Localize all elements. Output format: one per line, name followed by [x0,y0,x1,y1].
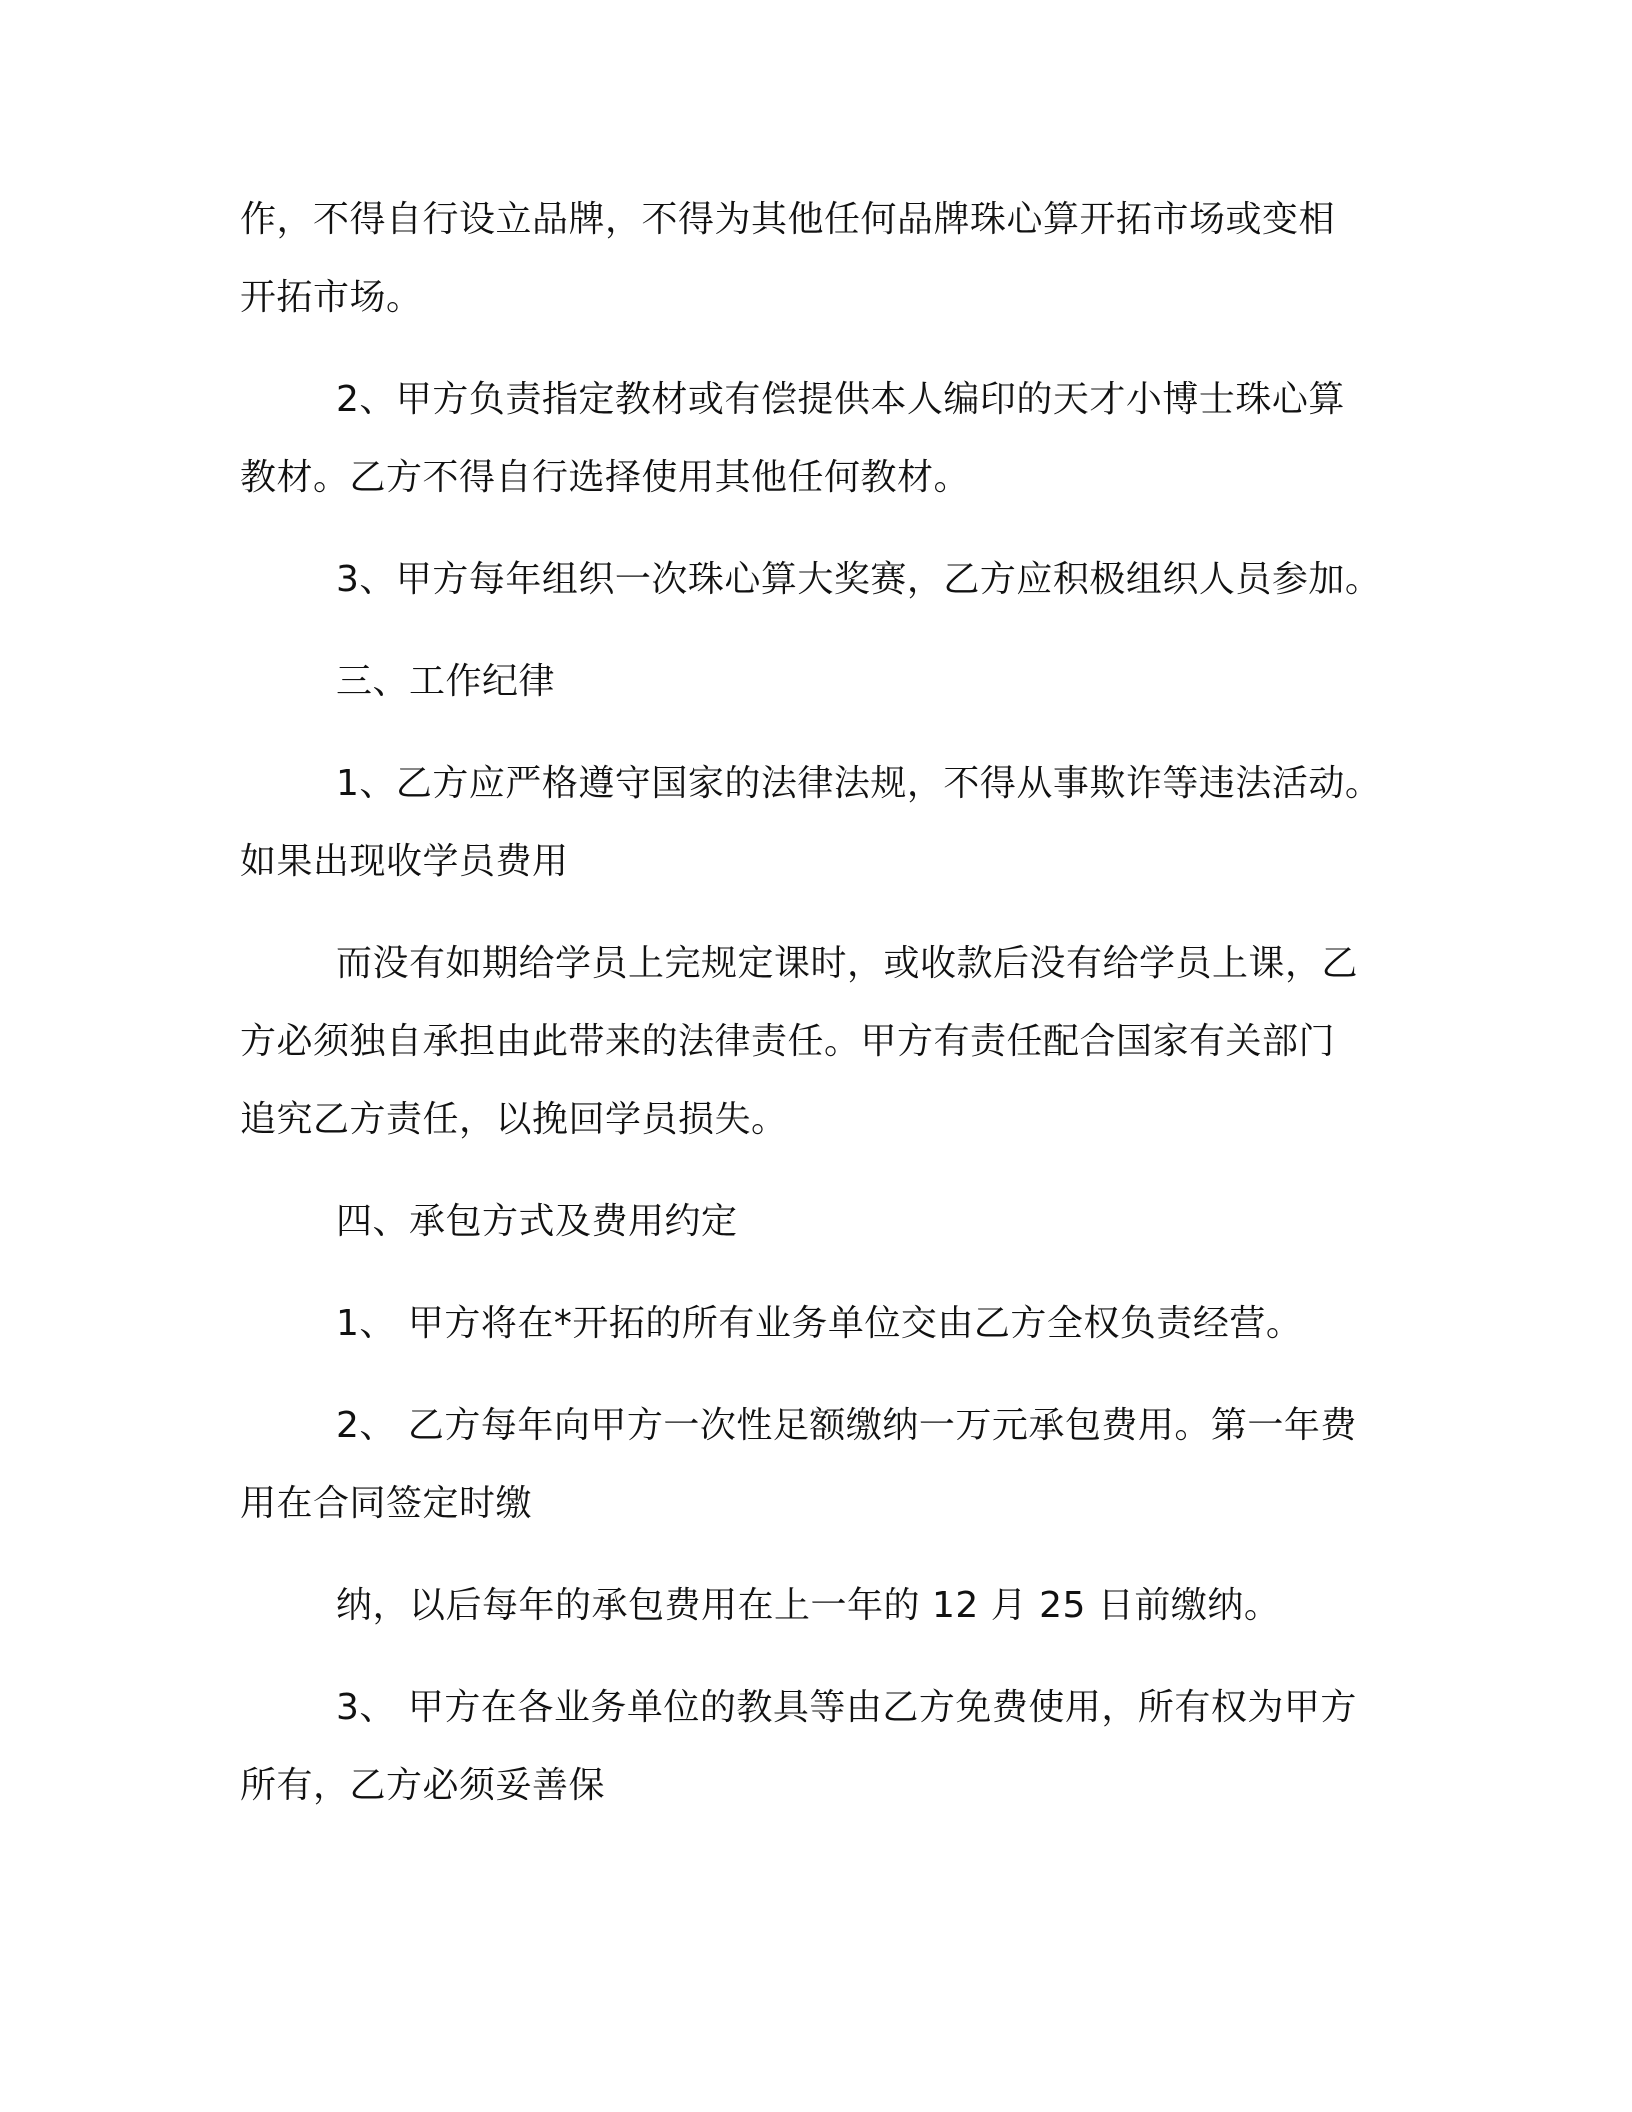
text-line-13: 1、 甲方将在*开拓的所有业务单位交由乙方全权负责经营。 [336,1303,1303,1344]
text-line-15: 用在合同签定时缴 [240,1483,533,1524]
text-line-4: 教材。乙方不得自行选择使用其他任何教材。 [240,457,971,498]
text-line-1: 作，不得自行设立品牌，不得为其他任何品牌珠心算开拓市场或变相 [240,199,1336,240]
text-line-10: 方必须独自承担由此带来的法律责任。甲方有责任配合国家有关部门 [240,1021,1336,1062]
text-line-18: 所有，乙方必须妥善保 [240,1765,606,1806]
text-line-5: 3、甲方每年组织一次珠心算大奖赛，乙方应积极组织人员参加。 [336,559,1382,600]
section-heading-4: 四、承包方式及费用约定 [336,1201,738,1242]
text-line-11: 追究乙方责任，以挽回学员损失。 [240,1099,788,1140]
text-line-3: 2、甲方负责指定教材或有偿提供本人编印的天才小博士珠心算 [336,379,1345,420]
text-line-8: 如果出现收学员费用 [240,841,569,882]
text-line-9: 而没有如期给学员上完规定课时，或收款后没有给学员上课，乙 [336,943,1359,984]
section-heading-3: 三、工作纪律 [336,661,556,702]
text-line-17: 3、 甲方在各业务单位的教具等由乙方免费使用，所有权为甲方 [336,1687,1357,1728]
text-line-16: 纳，以后每年的承包费用在上一年的 12 月 25 日前缴纳。 [336,1585,1281,1626]
text-line-14: 2、 乙方每年向甲方一次性足额缴纳一万元承包费用。第一年费 [336,1405,1357,1446]
text-line-2: 开拓市场。 [240,277,423,318]
text-line-7: 1、乙方应严格遵守国家的法律法规，不得从事欺诈等违法活动。 [336,763,1382,804]
